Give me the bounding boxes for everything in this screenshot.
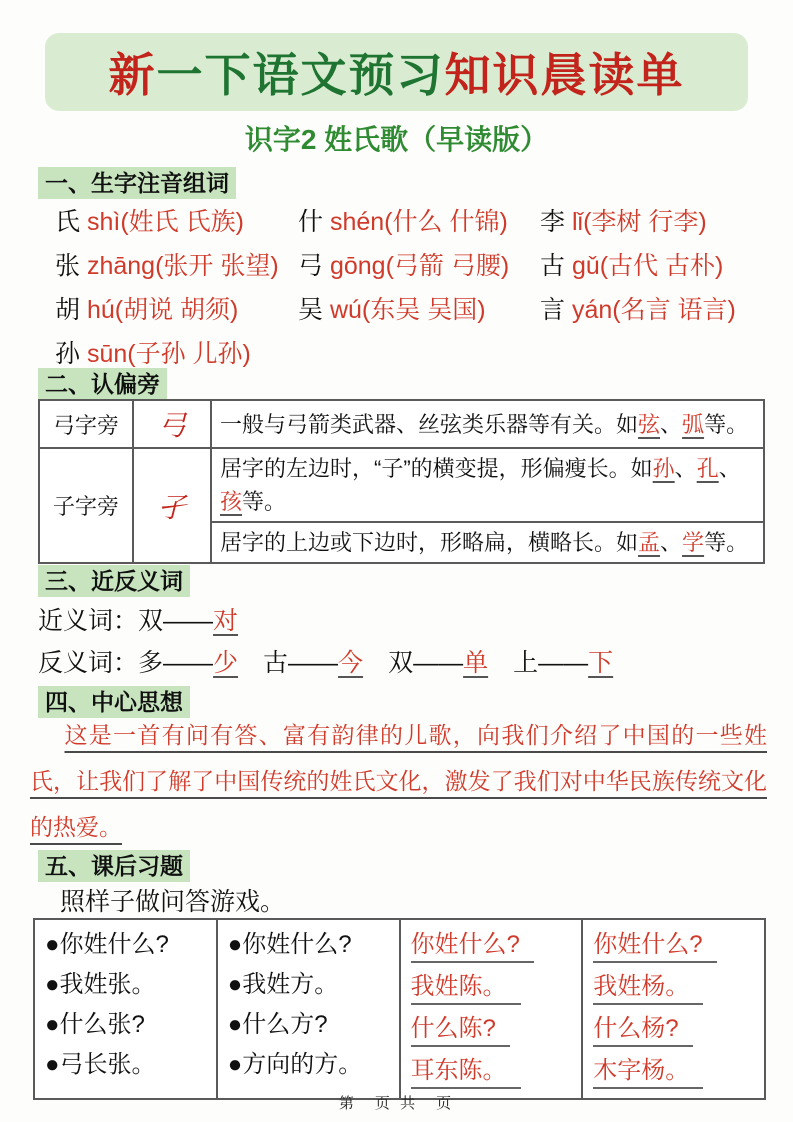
qa-line-red: 木字杨。 bbox=[593, 1056, 703, 1089]
qa-line-red: 我姓杨。 bbox=[593, 972, 703, 1005]
radical-glyph: 弓 bbox=[133, 400, 211, 448]
qa-row bbox=[34, 919, 765, 1099]
section-1-heading bbox=[38, 165, 236, 198]
antonym-line: 反义词：多——少 古——今 双——单 上——下 bbox=[38, 649, 614, 677]
word-entry: 氏 shì(姓氏 氏族) bbox=[55, 208, 244, 236]
qa-line: ●弓长张。 bbox=[45, 1051, 156, 1078]
radical-description: 一般与弓箭类武器、丝弦类乐器等有关。如弦、弧等。 bbox=[211, 400, 764, 448]
qa-line: ●你姓什么? bbox=[45, 931, 169, 958]
lesson-subtitle: 识字2 姓氏歌（早读版） bbox=[244, 124, 549, 155]
word-list bbox=[55, 200, 770, 376]
word-entry: 言 yán(名言 语言) bbox=[540, 296, 736, 324]
section-3-heading bbox=[38, 563, 190, 596]
qa-line: ●方向的方。 bbox=[227, 1051, 363, 1078]
section-2-title: 二、认偏旁 bbox=[38, 368, 167, 400]
radical-row-gong bbox=[39, 400, 764, 448]
qa-column-answer-chen bbox=[400, 919, 583, 1099]
qa-line: ●我姓方。 bbox=[227, 971, 339, 998]
title-banner bbox=[45, 33, 748, 111]
qa-line: ●你姓什么? bbox=[227, 931, 352, 958]
qa-line-red: 什么杨? bbox=[593, 1014, 692, 1047]
radical-glyph: 孑 bbox=[133, 448, 211, 563]
word-entry: 什 shén(什么 什锦) bbox=[298, 208, 508, 236]
section-1-title: 一、生字注音组词 bbox=[38, 167, 236, 199]
section-4-title: 四、中心思想 bbox=[38, 686, 190, 718]
radical-table bbox=[38, 399, 765, 564]
word-entry: 李 lǐ(李树 行李) bbox=[540, 208, 707, 236]
qa-line: ●什么方? bbox=[227, 1011, 328, 1038]
main-idea-paragraph: 这是一首有问有答、富有韵律的儿歌，向我们介绍了中国的一些姓氏，让我们了解了中国传统的姓氏文化，激发了我们对中华民族传统文化的热爱。 bbox=[30, 722, 767, 840]
word-entry: 张 zhāng(张开 张望) bbox=[55, 252, 279, 280]
radical-description: 居字的上边或下边时，形略扁，横略长。如孟、学等。 bbox=[211, 522, 764, 563]
exercise-prompt: 照样子做问答游戏。 bbox=[60, 888, 286, 916]
qa-line-red: 我姓陈。 bbox=[411, 972, 521, 1005]
qa-line-red: 耳东陈。 bbox=[411, 1056, 521, 1089]
word-entry: 胡 hú(胡说 胡须) bbox=[55, 296, 239, 324]
page-title: 新一下语文预习知识晨读单 bbox=[108, 49, 685, 101]
qa-line-red: 你姓什么? bbox=[593, 930, 716, 963]
section-5-heading bbox=[38, 848, 190, 881]
qa-line-red: 什么陈? bbox=[411, 1014, 510, 1047]
word-entry: 孙 sūn(子孙 儿孙) bbox=[55, 340, 251, 368]
qa-line: ●什么张? bbox=[45, 1011, 145, 1038]
radical-description: 居字的左边时，“子”的横变提，形偏瘦长。如孙、孔、孩等。 bbox=[211, 448, 764, 522]
qa-table bbox=[33, 918, 766, 1100]
radical-name: 子字旁 bbox=[39, 448, 133, 563]
qa-column-example-zhang bbox=[34, 919, 217, 1099]
word-entry: 弓 gōng(弓箭 弓腰) bbox=[298, 252, 510, 280]
page-number-footer: 第 页 共 页 bbox=[338, 1095, 455, 1112]
qa-line-red: 你姓什么? bbox=[411, 930, 534, 963]
radical-name: 弓字旁 bbox=[39, 400, 133, 448]
synonym-line: 近义词：双——对 bbox=[38, 607, 239, 635]
section-5-title: 五、课后习题 bbox=[38, 850, 190, 882]
section-3-title: 三、近反义词 bbox=[38, 565, 190, 597]
word-entry: 吴 wú(东吴 吴国) bbox=[298, 296, 486, 324]
qa-column-example-fang bbox=[217, 919, 400, 1099]
qa-line: ●我姓张。 bbox=[45, 971, 156, 998]
radical-row-zi bbox=[39, 448, 764, 522]
section-2-heading bbox=[38, 366, 167, 399]
word-entry: 古 gǔ(古代 古朴) bbox=[540, 252, 724, 280]
qa-column-answer-yang bbox=[582, 919, 765, 1099]
